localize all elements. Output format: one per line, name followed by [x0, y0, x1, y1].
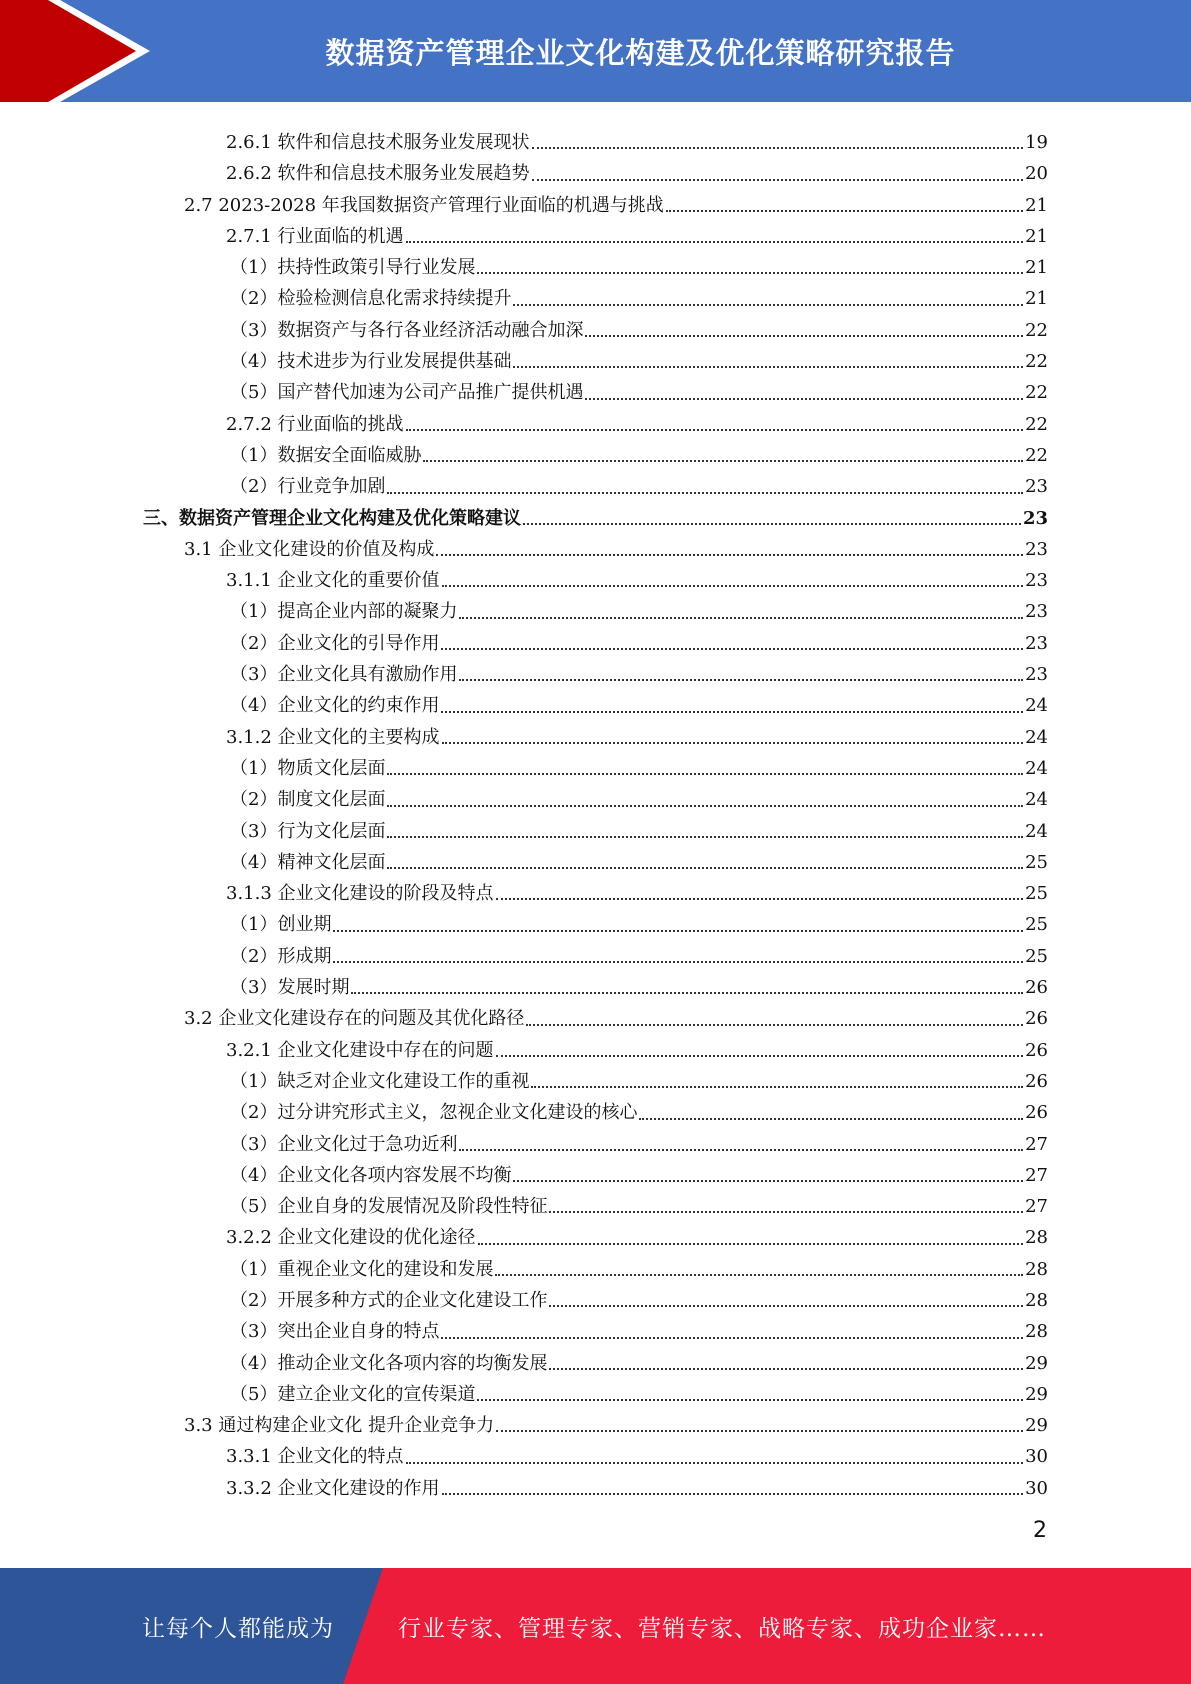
toc-entry-page: 22 — [1025, 319, 1048, 341]
toc-entry[interactable] — [0, 409, 1191, 440]
toc-entry[interactable] — [0, 283, 1191, 314]
toc-entry-title: （3）行为文化层面 — [230, 820, 386, 842]
toc-entry-page: 27 — [1025, 1164, 1048, 1186]
toc-dot-leader — [549, 1210, 1023, 1213]
toc-dot-leader — [406, 1461, 1024, 1464]
toc-entry-title: （2）企业文化的引导作用 — [230, 632, 440, 654]
toc-dot-leader — [387, 804, 1023, 807]
toc-dot-leader — [495, 1273, 1023, 1276]
toc-dot-leader — [442, 584, 1024, 587]
toc-dot-leader — [666, 209, 1023, 212]
toc-entry-page: 23 — [1025, 476, 1048, 498]
toc-entry[interactable] — [0, 847, 1191, 878]
toc-entry-title: （3）突出企业自身的特点 — [230, 1321, 440, 1343]
toc-entry[interactable] — [0, 1097, 1191, 1128]
toc-entry-title: 3.3.1 企业文化的特点 — [226, 1446, 404, 1468]
toc-dot-leader — [513, 365, 1023, 368]
toc-entry-title: （1）扶持性政策引导行业发展 — [230, 257, 476, 279]
toc-entry-page: 30 — [1025, 1446, 1048, 1468]
toc-entry-page: 22 — [1025, 413, 1048, 435]
toc-entry[interactable] — [0, 690, 1191, 721]
toc-entry-title: （3）发展时期 — [230, 977, 350, 999]
toc-dot-leader — [459, 678, 1023, 681]
toc-entry-page: 29 — [1025, 1383, 1048, 1405]
toc-entry-title: 3.1.1 企业文化的重要价值 — [226, 570, 440, 592]
toc-entry-title: （2）形成期 — [230, 945, 332, 967]
toc-entry-title: 2.7.1 行业面临的机遇 — [226, 225, 404, 247]
toc-dot-leader — [477, 1398, 1023, 1401]
toc-entry-page: 26 — [1025, 1039, 1048, 1061]
toc-dot-leader — [496, 897, 1024, 900]
toc-entry-title: （1）提高企业内部的凝聚力 — [230, 601, 458, 623]
toc-entry-title: （4）推动企业文化各项内容的均衡发展 — [230, 1352, 548, 1374]
toc-entry[interactable] — [0, 722, 1191, 753]
toc-entry-page: 23 — [1025, 664, 1048, 686]
toc-dot-leader — [436, 553, 1023, 556]
toc-entry-page: 28 — [1025, 1227, 1048, 1249]
toc-entry-title: （3）企业文化具有激励作用 — [230, 664, 458, 686]
toc-entry[interactable] — [0, 1379, 1191, 1410]
toc-dot-leader — [333, 929, 1023, 932]
page-footer — [0, 1568, 1191, 1684]
toc-entry-page: 19 — [1025, 132, 1048, 153]
toc-entry[interactable] — [0, 1191, 1191, 1222]
toc-entry[interactable] — [0, 221, 1191, 252]
toc-entry-page: 24 — [1025, 820, 1048, 842]
toc-entry-title: （5）企业自身的发展情况及阶段性特征 — [230, 1196, 548, 1218]
toc-dot-leader — [532, 178, 1024, 181]
toc-entry-page: 30 — [1025, 1477, 1048, 1499]
toc-entry-page: 22 — [1025, 382, 1048, 404]
toc-entry-page: 23 — [1025, 538, 1048, 560]
document-title: 数据资产管理企业文化构建及优化策略研究报告 — [325, 35, 956, 70]
toc-entry-page: 21 — [1025, 225, 1048, 247]
toc-entry[interactable] — [0, 158, 1191, 189]
toc-dot-leader — [406, 428, 1024, 431]
toc-entry[interactable] — [0, 252, 1191, 283]
toc-dot-leader — [387, 491, 1023, 494]
toc-entry-page: 23 — [1025, 632, 1048, 654]
toc-dot-leader — [585, 334, 1023, 337]
toc-entry-page: 28 — [1025, 1258, 1048, 1280]
toc-entry-title: （1）数据安全面临威胁 — [230, 444, 422, 466]
toc-entry[interactable] — [0, 346, 1191, 377]
toc-entry-title: （2）开展多种方式的企业文化建设工作 — [230, 1289, 548, 1311]
toc-entry-title: （3）数据资产与各行各业经济活动融合加深 — [230, 319, 584, 341]
toc-entry-page: 21 — [1025, 257, 1048, 279]
toc-dot-leader — [351, 991, 1023, 994]
toc-dot-leader — [513, 303, 1023, 306]
toc-entry-page: 26 — [1025, 1008, 1048, 1030]
toc-entry[interactable] — [0, 1222, 1191, 1253]
toc-entry-page: 24 — [1025, 789, 1048, 811]
toc-dot-leader — [459, 616, 1023, 619]
toc-entry[interactable] — [0, 816, 1191, 847]
toc-entry[interactable] — [0, 659, 1191, 690]
toc-entry-page: 23 — [1025, 601, 1048, 623]
toc-dot-leader — [441, 1336, 1023, 1339]
toc-entry-page: 28 — [1025, 1321, 1048, 1343]
toc-entry[interactable] — [0, 503, 1191, 534]
toc-dot-leader — [387, 866, 1023, 869]
toc-entry[interactable] — [0, 377, 1191, 408]
toc-entry[interactable] — [0, 1129, 1191, 1160]
toc-dot-leader — [496, 1429, 1023, 1432]
toc-dot-leader — [496, 1054, 1024, 1057]
toc-entry-page: 25 — [1025, 851, 1048, 873]
toc-entry-title: 2.7 2023-2028 年我国数据资产管理行业面临的机遇与挑战 — [184, 194, 664, 216]
toc-entry[interactable] — [0, 534, 1191, 565]
toc-entry-page: 29 — [1025, 1352, 1048, 1374]
toc-entry[interactable] — [0, 1316, 1191, 1347]
toc-dot-leader — [549, 1367, 1023, 1370]
toc-entry-title: 2.6.1 软件和信息技术服务业发展现状 — [226, 132, 530, 153]
toc-entry-title: （5）建立企业文化的宣传渠道 — [230, 1383, 476, 1405]
toc-entry[interactable] — [0, 628, 1191, 659]
toc-entry[interactable] — [0, 784, 1191, 815]
page-number: 2 — [1033, 1518, 1047, 1543]
toc-entry[interactable] — [0, 1254, 1191, 1285]
toc-entry-title: 2.7.2 行业面临的挑战 — [226, 413, 404, 435]
toc-entry[interactable] — [0, 565, 1191, 596]
toc-entry-title: （4）企业文化各项内容发展不均衡 — [230, 1164, 512, 1186]
toc-entry[interactable] — [0, 1473, 1191, 1504]
toc-entry[interactable] — [0, 1441, 1191, 1472]
toc-entry-page: 21 — [1025, 288, 1048, 310]
toc-dot-leader — [442, 741, 1024, 744]
toc-entry-page: 23 — [1025, 570, 1048, 592]
toc-entry[interactable] — [0, 1035, 1191, 1066]
toc-dot-leader — [423, 459, 1023, 462]
toc-entry-page: 23 — [1022, 507, 1048, 529]
toc-entry[interactable] — [0, 190, 1191, 221]
toc-entry-title: （2）检验检测信息化需求持续提升 — [230, 288, 512, 310]
toc-entry[interactable] — [0, 596, 1191, 627]
toc-entry-page: 28 — [1025, 1289, 1048, 1311]
toc-entry-title: （2）制度文化层面 — [230, 789, 386, 811]
toc-entry-page: 25 — [1025, 914, 1048, 936]
toc-entry-page: 27 — [1025, 1133, 1048, 1155]
toc-entry-title: （1）创业期 — [230, 914, 332, 936]
toc-entry-title: 3.3.2 企业文化建设的作用 — [226, 1477, 440, 1499]
toc-entry-title: （3）企业文化过于急功近利 — [230, 1133, 458, 1155]
toc-entry-page: 25 — [1025, 945, 1048, 967]
toc-entry-title: 3.1.2 企业文化的主要构成 — [226, 726, 440, 748]
toc-entry[interactable] — [0, 878, 1191, 909]
toc-entry[interactable] — [0, 1160, 1191, 1191]
toc-dot-leader — [477, 271, 1023, 274]
toc-dot-leader — [549, 1304, 1023, 1307]
toc-entry-title: （2）行业竞争加剧 — [230, 476, 386, 498]
toc-entry-title: 三、数据资产管理企业文化构建及优化策略建议 — [143, 507, 521, 529]
toc-entry-page: 27 — [1025, 1196, 1048, 1218]
footer-slogan-right: 行业专家、管理专家、营销专家、战略专家、成功企业家…… — [398, 1615, 1046, 1642]
toc-dot-leader — [333, 960, 1023, 963]
page-header — [0, 0, 1191, 111]
toc-entry[interactable] — [0, 972, 1191, 1003]
toc-entry-title: 3.1.3 企业文化建设的阶段及特点 — [226, 883, 494, 905]
footer-slogan-left: 让每个人都能成为 — [142, 1615, 334, 1642]
toc-entry-title: 2.6.2 软件和信息技术服务业发展趋势 — [226, 163, 530, 185]
toc-dot-leader — [406, 240, 1024, 243]
toc-entry-page: 20 — [1025, 163, 1048, 185]
toc-entry-page: 26 — [1025, 977, 1048, 999]
toc-dot-leader — [639, 1117, 1023, 1120]
toc-entry[interactable] — [0, 1410, 1191, 1441]
toc-entry[interactable] — [0, 127, 1191, 158]
toc-entry-title: 3.2.1 企业文化建设中存在的问题 — [226, 1039, 494, 1061]
toc-entry[interactable] — [0, 909, 1191, 940]
toc-entry[interactable] — [0, 1348, 1191, 1379]
toc-entry-title: （1）重视企业文化的建设和发展 — [230, 1258, 494, 1280]
toc-entry-title: （4）企业文化的约束作用 — [230, 695, 440, 717]
toc-dot-leader — [478, 1242, 1024, 1245]
toc-entry-page: 26 — [1025, 1102, 1048, 1124]
toc-entry[interactable] — [0, 315, 1191, 346]
toc-entry[interactable] — [0, 941, 1191, 972]
toc-entry-page: 29 — [1025, 1415, 1048, 1437]
toc-entry-page: 25 — [1025, 883, 1048, 905]
toc-entry[interactable] — [0, 440, 1191, 471]
toc-entry-title: 3.3 通过构建企业文化 提升企业竞争力 — [184, 1415, 495, 1437]
toc-dot-leader — [532, 146, 1024, 149]
toc-dot-leader — [585, 397, 1023, 400]
toc-entry-page: 24 — [1025, 757, 1048, 779]
toc-entry-title: （4）精神文化层面 — [230, 851, 386, 873]
toc-entry[interactable] — [0, 1003, 1191, 1034]
toc-entry-page: 22 — [1025, 351, 1048, 373]
toc-dot-leader — [441, 647, 1023, 650]
toc-dot-leader — [442, 1492, 1024, 1495]
toc-entry-title: （1）物质文化层面 — [230, 757, 386, 779]
toc-dot-leader — [441, 710, 1023, 713]
toc-dot-leader — [531, 1085, 1023, 1088]
toc-entry-title: 3.2.2 企业文化建设的优化途径 — [226, 1227, 476, 1249]
toc-dot-leader — [513, 1179, 1023, 1182]
toc-entry[interactable] — [0, 753, 1191, 784]
toc-entry-page: 24 — [1025, 726, 1048, 748]
toc-dot-leader — [526, 1023, 1023, 1026]
table-of-contents — [0, 127, 1191, 1504]
toc-dot-leader — [387, 772, 1023, 775]
toc-entry-title: 3.2 企业文化建设存在的问题及其优化路径 — [184, 1008, 525, 1030]
toc-entry[interactable] — [0, 1285, 1191, 1316]
toc-dot-leader — [387, 835, 1023, 838]
toc-entry[interactable] — [0, 471, 1191, 502]
toc-entry-title: （1）缺乏对企业文化建设工作的重视 — [230, 1070, 530, 1092]
toc-entry-title: （5）国产替代加速为公司产品推广提供机遇 — [230, 382, 584, 404]
toc-entry[interactable] — [0, 1066, 1191, 1097]
toc-entry-title: 3.1 企业文化建设的价值及构成 — [184, 538, 435, 560]
toc-entry-title: （2）过分讲究形式主义，忽视企业文化建设的核心 — [230, 1102, 638, 1124]
toc-entry-page: 22 — [1025, 444, 1048, 466]
toc-entry-title: （4）技术进步为行业发展提供基础 — [230, 351, 512, 373]
toc-entry-page: 26 — [1025, 1070, 1048, 1092]
toc-entry-page: 24 — [1025, 695, 1048, 717]
toc-entry-page: 21 — [1025, 194, 1048, 216]
toc-dot-leader — [523, 522, 1021, 525]
toc-dot-leader — [459, 1148, 1023, 1151]
